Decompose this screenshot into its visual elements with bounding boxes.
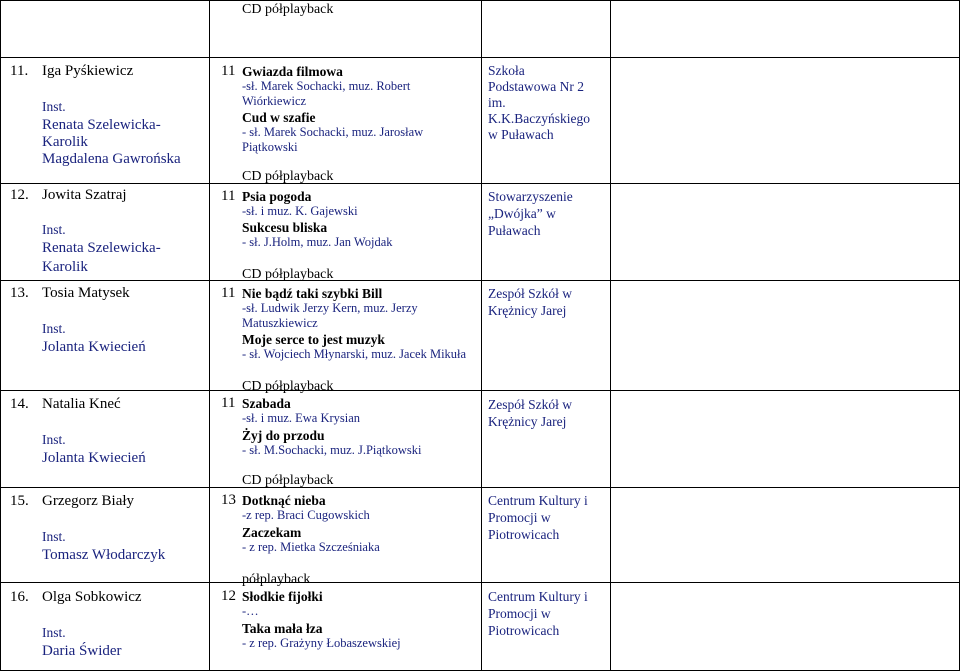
- grid-line: [0, 57, 960, 58]
- song-credit: - sł. Marek Sochacki, muz. Jarosław: [242, 125, 424, 139]
- school-line: Stowarzyszenie: [488, 189, 573, 204]
- accompaniment: półplayback: [242, 572, 311, 587]
- song-title: Gwiazda filmowa: [242, 64, 343, 79]
- school-line: Piotrowicach: [488, 623, 560, 638]
- age-count: 11: [221, 285, 236, 301]
- participant-name: Grzegorz Biały: [42, 493, 135, 509]
- grid-line: [0, 390, 960, 391]
- song-title: Szabada: [242, 396, 291, 411]
- participant-name: Tosia Matysek: [42, 285, 130, 301]
- school-line: Piotrowicach: [488, 527, 560, 542]
- teacher-line: Renata Szelewicka-: [42, 240, 161, 256]
- age-count: 11: [221, 188, 236, 204]
- school-line: Centrum Kultury i: [488, 589, 588, 604]
- song-credit: -…: [242, 604, 259, 618]
- age-count: 11: [221, 63, 236, 79]
- inst-label: Inst.: [42, 432, 66, 447]
- teacher-line: Magdalena Gawrońska: [42, 151, 181, 167]
- song-credit: - sł. Wojciech Młynarski, muz. Jacek Mikuła: [242, 347, 467, 361]
- school-line: Promocji w: [488, 606, 551, 621]
- song-credit: -z rep. Braci Cugowskich: [242, 508, 370, 522]
- song-credit: -sł. i muz. K. Gajewski: [242, 204, 358, 218]
- school-line: Puławach: [488, 223, 541, 238]
- grid-line: [0, 280, 960, 281]
- accompaniment: CD półplayback: [242, 473, 334, 488]
- age-count: 11: [221, 395, 236, 411]
- row-number: 14.: [10, 396, 29, 412]
- song-title: Moje serce to jest muzyk: [242, 332, 385, 347]
- teacher-line: Karolik: [42, 134, 88, 150]
- song-credit: Wiórkiewicz: [242, 94, 307, 108]
- grid-line: [0, 582, 960, 583]
- school-line: Krężnicy Jarej: [488, 303, 567, 318]
- school-line: im.: [488, 95, 506, 110]
- song-title: Psia pogoda: [242, 189, 312, 204]
- school-line: Promocji w: [488, 510, 551, 525]
- school-line: Szkoła: [488, 63, 525, 78]
- teacher-line: Jolanta Kwiecień: [42, 450, 146, 466]
- grid-line: [481, 0, 482, 671]
- school-line: Zespół Szkół w: [488, 286, 572, 301]
- inst-label: Inst.: [42, 222, 66, 237]
- song-title: Taka mała łza: [242, 621, 323, 636]
- school-line: Centrum Kultury i: [488, 493, 588, 508]
- school-line: w Puławach: [488, 127, 554, 142]
- top-accompaniment: CD półplayback: [242, 2, 334, 17]
- grid-line: [0, 487, 960, 488]
- teacher-line: Tomasz Włodarczyk: [42, 547, 166, 563]
- participant-name: Iga Pyśkiewicz: [42, 63, 134, 79]
- song-credit: Piątkowski: [242, 140, 298, 154]
- grid-line: [209, 0, 210, 671]
- accompaniment: CD półplayback: [242, 379, 334, 394]
- school-line: „Dwójka” w: [488, 206, 556, 221]
- song-credit: - sł. M.Sochacki, muz. J.Piątkowski: [242, 443, 422, 457]
- song-title: Dotknąć nieba: [242, 493, 326, 508]
- row-number: 15.: [10, 493, 29, 509]
- teacher-line: Daria Świder: [42, 643, 122, 659]
- school-line: K.K.Baczyńskiego: [488, 111, 590, 126]
- participant-name: Olga Sobkowicz: [42, 589, 142, 605]
- row-number: 12.: [10, 187, 29, 203]
- inst-label: Inst.: [42, 529, 66, 544]
- inst-label: Inst.: [42, 625, 66, 640]
- song-credit: - z rep. Grażyny Łobaszewskiej: [242, 636, 401, 650]
- song-credit: -sł. Marek Sochacki, muz. Robert: [242, 79, 411, 93]
- age-count: 12: [221, 588, 236, 604]
- accompaniment: CD półplayback: [242, 267, 334, 282]
- row-number: 11.: [10, 63, 29, 79]
- age-count: 13: [221, 492, 236, 508]
- song-credit: -sł. i muz. Ewa Krysian: [242, 411, 361, 425]
- song-title: Nie bądź taki szybki Bill: [242, 286, 383, 301]
- inst-label: Inst.: [42, 321, 66, 336]
- school-line: Krężnicy Jarej: [488, 414, 567, 429]
- grid-line: [0, 183, 960, 184]
- grid-line: [0, 0, 1, 671]
- inst-label: Inst.: [42, 99, 66, 114]
- song-credit: -sł. Ludwik Jerzy Kern, muz. Jerzy: [242, 301, 418, 315]
- row-number: 16.: [10, 589, 29, 605]
- song-credit: - sł. J.Holm, muz. Jan Wojdak: [242, 235, 393, 249]
- participant-name: Jowita Szatraj: [42, 187, 127, 203]
- school-line: Zespół Szkół w: [488, 397, 572, 412]
- grid-line: [610, 0, 611, 671]
- school-line: Podstawowa Nr 2: [488, 79, 584, 94]
- accompaniment: CD półplayback: [242, 169, 334, 184]
- row-number: 13.: [10, 285, 29, 301]
- teacher-line: Jolanta Kwiecień: [42, 339, 146, 355]
- song-title: Słodkie fijołki: [242, 589, 323, 604]
- participant-name: Natalia Kneć: [42, 396, 121, 412]
- teacher-line: Karolik: [42, 259, 88, 275]
- song-title: Zaczekam: [242, 525, 302, 540]
- song-credit: Matuszkiewicz: [242, 316, 318, 330]
- song-title: Żyj do przodu: [242, 428, 325, 443]
- song-title: Cud w szafie: [242, 110, 316, 125]
- song-credit: - z rep. Mietka Szcześniaka: [242, 540, 380, 554]
- teacher-line: Renata Szelewicka-: [42, 117, 161, 133]
- grid-line: [0, 0, 960, 1]
- song-title: Sukcesu bliska: [242, 220, 328, 235]
